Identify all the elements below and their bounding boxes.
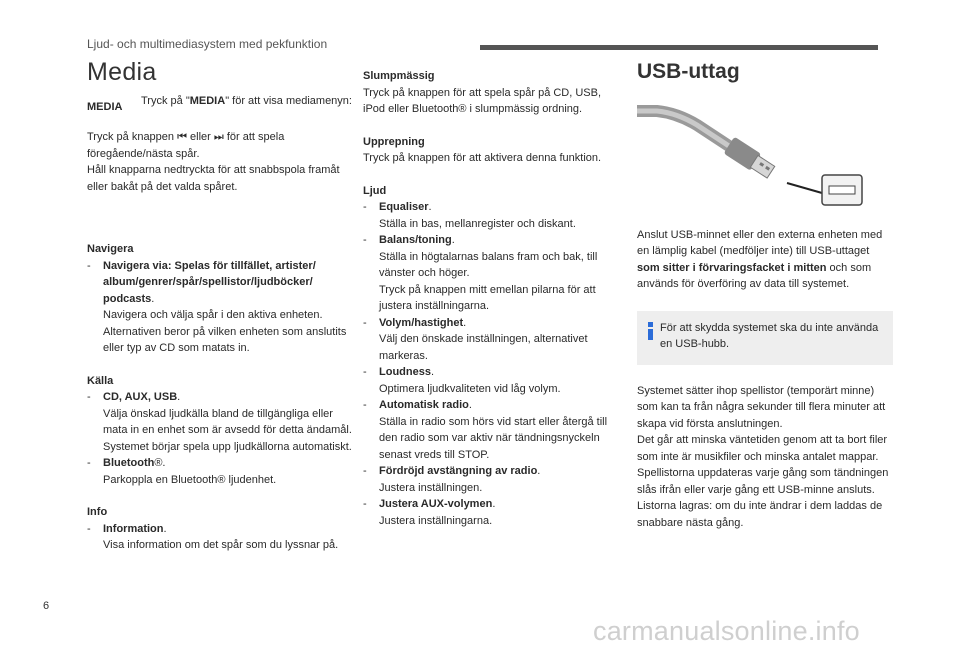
ljud-item-desc: Justera inställningarna.	[379, 514, 493, 527]
media-key-row	[87, 93, 357, 116]
ljud-item-tail: .	[537, 465, 541, 477]
column-settings	[363, 68, 625, 529]
kalla-item-desc: Välja önskad ljudkälla bland de tillgängliga eller mata in en enhet som är avsedd för detta ändamål. Systemet börjar spela upp ljudkällorna automatiskt.	[103, 407, 352, 453]
dash: -	[87, 457, 91, 469]
upp-text: Tryck på knappen för att aktivera denna funktion.	[363, 152, 602, 164]
ljud-item-desc: Ställa in bas, mellanregister och diskant.	[379, 217, 576, 230]
ljud-item-bold: Volym/hastighet	[379, 316, 464, 329]
dash: -	[363, 399, 367, 411]
info-note	[637, 311, 893, 365]
usb-plug	[724, 136, 777, 180]
media-title: Media	[87, 58, 157, 86]
slump-heading: Slumpmässig	[363, 70, 435, 82]
ljud-item-tail: .	[430, 366, 435, 378]
usb-p1-a: Anslut USB-minnet eller den externa enheten med en lämplig kabel (medföljer inte) till USB-uttaget	[637, 228, 883, 257]
list-item	[363, 463, 625, 496]
usb-illustration	[637, 103, 877, 213]
navigera-section	[87, 241, 357, 357]
dash: -	[363, 465, 367, 477]
skip-text-a: Tryck på knappen	[87, 131, 178, 143]
list-item	[87, 258, 357, 357]
navigera-rest: .	[151, 292, 155, 305]
navigera-desc-2: Alternativen beror på vilken enheten som anslutits eller typ av CD som matats in.	[103, 325, 347, 354]
ljud-item-bold: Fördröjd avstängning av radio	[379, 465, 538, 477]
list-item	[87, 389, 357, 455]
ljud-item-tail: .	[468, 399, 472, 411]
info-item-desc: Visa information om det spår som du lyssnar på.	[103, 539, 339, 551]
dash: -	[363, 498, 367, 510]
upp-heading: Upprepning	[363, 135, 425, 148]
ljud-item-desc: Ställa in högtalarnas balans fram och bak, till vänster och höger.	[379, 250, 598, 279]
usb-paragraph-1	[637, 227, 893, 293]
column-media	[87, 58, 357, 554]
ljud-item-bold: Equaliser	[379, 201, 429, 213]
ljud-item-bold: Automatisk radio	[379, 399, 469, 411]
usb-paragraph-2: Systemet sätter ihop spellistor (temporärt minne) som kan ta från några sekunder till flera minuter att skapa vid första anslutningen.	[637, 384, 886, 430]
ljud-list	[363, 199, 625, 529]
list-item	[87, 521, 357, 554]
page-number: 6	[43, 600, 50, 612]
kalla-item-bold: CD, AUX, USB	[103, 391, 178, 403]
skip-text-b: eller	[187, 131, 214, 143]
media-key-text	[141, 93, 352, 110]
kalla-item-tail: ®.	[154, 457, 166, 469]
media-key-label: MEDIA	[87, 100, 123, 113]
column-usb	[637, 60, 893, 531]
list-item	[87, 455, 357, 488]
info-note-text: För att skydda systemet ska du inte använda en USB-hubb.	[660, 321, 879, 350]
usb-paragraph-3: Det går att minska väntetiden genom att ta bort filer som inte är musikfiler och minska antalet mappar.	[637, 434, 888, 463]
navigera-desc-1: Navigera och välja spår i den aktiva enheten.	[103, 309, 323, 321]
usb-cable-illustration	[637, 103, 877, 213]
ljud-heading: Ljud	[363, 184, 387, 197]
list-item	[363, 315, 625, 365]
dash: -	[87, 391, 91, 403]
ljud-item-desc: Optimera ljudkvaliteten vid låg volym.	[379, 382, 561, 395]
skip-text-c: för att spela föregående/nästa spår.	[87, 131, 285, 160]
dash: -	[363, 234, 367, 246]
ljud-item-desc-2: Tryck på knappen mitt emellan pilarna för att justera inställningarna.	[379, 283, 596, 312]
dash: -	[363, 316, 367, 329]
media-text-b: MEDIA	[189, 94, 226, 107]
ljud-item-tail: .	[451, 234, 455, 246]
media-text-a: Tryck på "	[141, 94, 190, 107]
usb-p1-b: som sitter i förvaringsfacket i mitten	[637, 261, 827, 274]
usb-port-slot	[829, 186, 855, 194]
info-icon	[647, 320, 654, 353]
hold-paragraph: Håll knapparna nedtryckta för att snabbspola framåt eller bakåt på det valda spåret.	[87, 164, 340, 193]
ljud-item-tail: .	[463, 316, 467, 329]
info-section	[87, 504, 357, 554]
ljud-item-desc: Ställa in radio som hörs vid start eller återgå till den radio som var aktiv när tändningsnyckeln senast vreds till STOP.	[379, 415, 608, 461]
ljud-item-bold: Justera AUX-volymen	[379, 498, 493, 510]
kalla-item-desc: Parkoppla en Bluetooth® ljudenhet.	[103, 473, 277, 486]
media-text-c: " för att visa mediamenyn:	[225, 94, 352, 107]
ljud-item-desc: Välj den önskade inställningen, alternativet markeras.	[379, 333, 588, 362]
ljud-item-desc: Justera inställningen.	[379, 481, 483, 494]
kalla-item-tail: .	[177, 391, 181, 403]
dash: -	[87, 259, 91, 272]
usb-paragraph-4: Spellistorna uppdateras varje gång som tändningen slås ifrån eller varje gång ett USB-minne ansluts. Listorna lagras: om du inte ändrar i dem laddas de snabbare nästa gång.	[637, 467, 889, 529]
list-item	[363, 397, 625, 463]
usb-title: USB-uttag	[637, 60, 740, 83]
info-item-bold: Information	[103, 522, 164, 535]
ljud-item-tail: .	[428, 201, 432, 213]
slump-text: Tryck på knappen för att spela spår på CD, USB, iPod eller Bluetooth® i slumpmässig ordning.	[363, 86, 602, 115]
dash: -	[87, 522, 91, 535]
header-bar	[480, 45, 878, 50]
next-track-icon: ⏭	[213, 131, 224, 143]
skip-paragraph	[87, 129, 357, 162]
usb-p1-c: och som används för överföring av data till systemet.	[637, 261, 872, 290]
kalla-heading: Källa	[87, 374, 114, 387]
info-heading: Info	[87, 506, 108, 518]
kalla-section	[87, 373, 357, 489]
watermark: carmanualsonline.info	[593, 616, 860, 646]
ljud-item-bold: Balans/toning	[379, 234, 452, 246]
ljud-item-bold: Loudness	[379, 366, 431, 378]
info-item-tail: .	[163, 522, 167, 535]
kalla-item-bold: Bluetooth	[103, 457, 155, 469]
previous-track-icon: ⏮	[177, 131, 187, 143]
list-item	[363, 364, 625, 397]
page-header-title: Ljud- och multimediasystem med pekfunktion	[87, 37, 328, 51]
dash: -	[363, 366, 367, 378]
list-item	[363, 232, 625, 315]
ljud-item-tail: .	[492, 498, 496, 510]
dash: -	[363, 201, 367, 213]
list-item	[363, 199, 625, 232]
pointer-line	[787, 183, 822, 193]
navigera-heading: Navigera	[87, 243, 134, 255]
navigera-bold: Navigera via: Spelas för tillfället, artister/ album/genrer/spår/spellistor/ljudböcker/ podcasts	[103, 259, 316, 305]
list-item	[363, 496, 625, 529]
